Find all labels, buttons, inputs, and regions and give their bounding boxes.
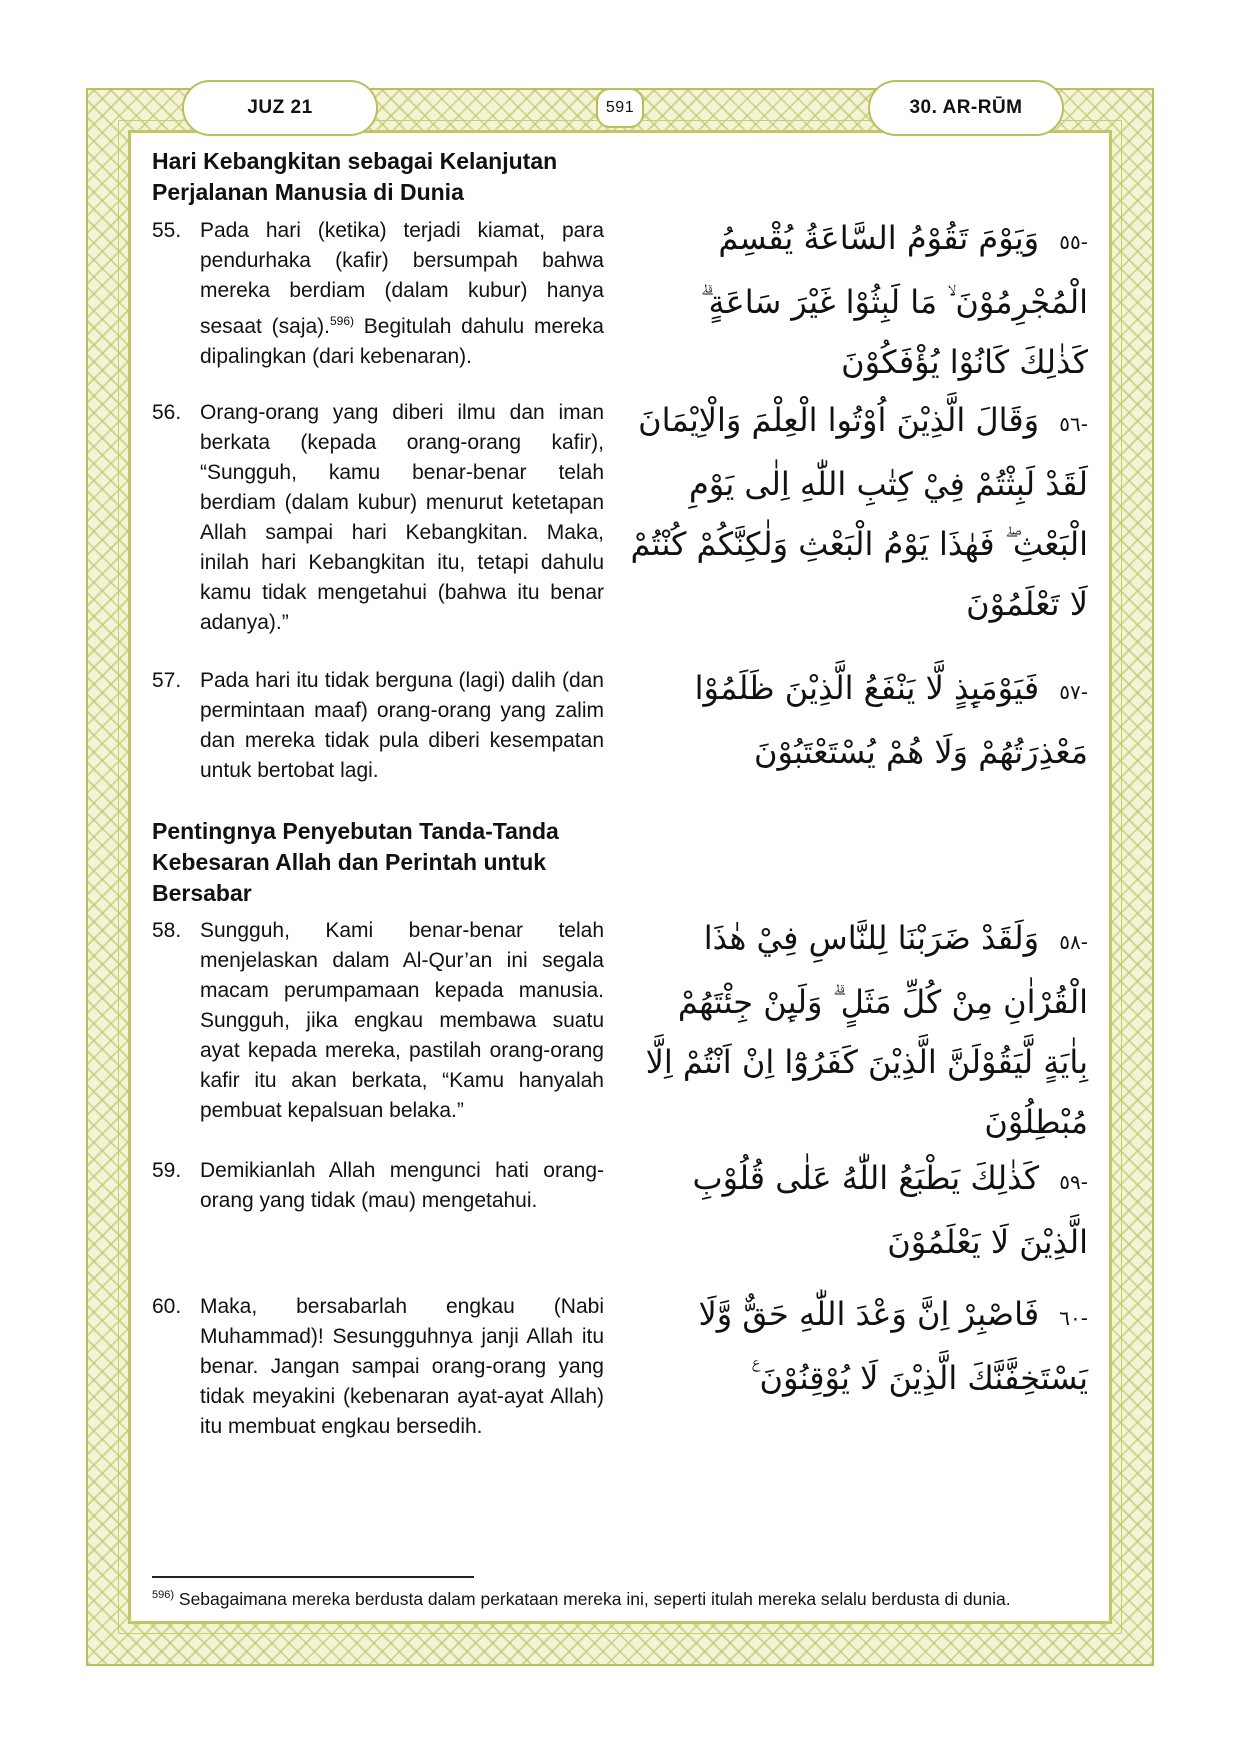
surah-label: 30. AR-RŪM — [868, 80, 1064, 136]
verse-number: 58. — [152, 919, 182, 942]
translation — [152, 916, 604, 1126]
translation-text: Pada hari itu tidak berguna (lagi) dalih (dan permintaan maaf) orang-orang yang zalim dan mereka tidak pula diberi kesempatan untuk bertobat lagi. — [200, 669, 604, 782]
translation-text: Begitulah dahulu mereka dipalingkan (dari kebenaran). — [200, 315, 604, 368]
translation — [152, 1292, 604, 1442]
heading-line: Bersabar — [152, 880, 252, 906]
translation — [152, 216, 604, 372]
juz-label: JUZ 21 — [182, 80, 378, 136]
verse-number: 57. — [152, 669, 182, 692]
arabic-verse-number: -٥٦ — [1059, 412, 1088, 436]
footnote-text: Sebagaimana mereka berdusta dalam perkataan mereka ini, seperti itulah mereka selalu berdusta di dunia. — [174, 1588, 1011, 1609]
footnote-ref: 596) — [330, 314, 355, 328]
verse-number: 55. — [152, 219, 182, 242]
arabic-text: فَيَوْمَىِٕذٍ لَّا يَنْفَعُ الَّذِيْنَ ظَلَمُوْا مَعْذِرَتُهُمْ وَلَا هُمْ يُسْتَعْتَبُوْنَ — [694, 669, 1088, 771]
arabic-verse-number: -٥٨ — [1059, 930, 1088, 954]
translation-text: Maka, bersabarlah engkau (Nabi Muhammad)! Sesungguhnya janji Allah itu benar. Jangan sampai orang-orang yang tidak meyakini (kebenaran ayat-ayat Allah) itu membuat engkau bersedih. — [200, 1295, 604, 1438]
arabic-verse — [630, 208, 1088, 392]
arabic-verse-number: -٦٠ — [1059, 1306, 1088, 1330]
arabic-verse-number: -٥٥ — [1059, 230, 1088, 254]
arabic-text: وَيَوْمَ تَقُوْمُ السَّاعَةُ يُقْسِمُ الْمُجْرِمُوْنَ ۙ مَا لَبِثُوْا غَيْرَ سَاعَةٍ ۗ كَذٰلِكَ كَانُوْا يُؤْفَكُوْنَ — [700, 219, 1088, 381]
section-heading-2 — [152, 816, 559, 909]
verse-number: 59. — [152, 1159, 182, 1182]
arabic-text: فَاصْبِرْ اِنَّ وَعْدَ اللّٰهِ حَقٌّ وَّلَا يَسْتَخِفَّنَّكَ الَّذِيْنَ لَا يُوْقِنُوْنَ ࣖ — [698, 1295, 1088, 1397]
arabic-text: وَقَالَ الَّذِيْنَ اُوْتُوا الْعِلْمَ وَالْاِيْمَانَ لَقَدْ لَبِثْتُمْ فِيْ كِتٰبِ اللّٰهِ اِلٰى يَوْمِ الْبَعْثِ ۖ فَهٰذَا يَوْمُ الْبَعْثِ وَلٰكِنَّكُمْ كُنْتُمْ لَا تَعْلَمُوْنَ — [630, 401, 1088, 623]
translation-text: Orang-orang yang diberi ilmu dan iman berkata (kepada orang-orang kafir), “Sungguh, kamu benar-benar telah berdiam (dalam kubur) menurut ketetapan Allah sampai hari Kebangkitan. Maka, inilah hari Kebangkitan itu, tetapi dahulu kamu tidak mengetahui (bahwa itu benar adanya).” — [200, 401, 604, 634]
translation — [152, 398, 604, 638]
footnote-number: 596) — [152, 1589, 175, 1601]
arabic-verse — [630, 908, 1088, 1152]
arabic-verse-number: -٥٧ — [1059, 680, 1088, 704]
translation-text: Sungguh, Kami benar-benar telah menjelaskan dalam Al-Qur’an ini segala macam perumpamaan kepada manusia. Sungguh, jika engkau membawa suatu ayat kepada mereka, pastilah orang-orang kafir itu akan berkata, “Kamu hanyalah pembuat kepalsuan belaka.” — [200, 919, 604, 1122]
verse-number: 56. — [152, 401, 182, 424]
heading-line: Pentingnya Penyebutan Tanda-Tanda — [152, 818, 559, 844]
translation-text: Pada hari (ketika) terjadi kiamat, para pendurhaka (kafir) bersumpah bahwa mereka berdiam (dalam kubur) hanya sesaat (saja). — [200, 219, 604, 338]
arabic-verse — [630, 1148, 1088, 1272]
arabic-text: كَذٰلِكَ يَطْبَعُ اللّٰهُ عَلٰى قُلُوْبِ الَّذِيْنَ لَا يَعْلَمُوْنَ — [692, 1159, 1088, 1261]
footnote-divider — [152, 1576, 474, 1578]
arabic-verse — [630, 1284, 1088, 1408]
translation-text: Demikianlah Allah mengunci hati orang-orang yang tidak (mau) mengetahui. — [200, 1159, 604, 1212]
arabic-verse — [630, 658, 1088, 782]
heading-line: Perjalanan Manusia di Dunia — [152, 179, 464, 205]
section-heading-1 — [152, 146, 557, 208]
heading-line: Hari Kebangkitan sebagai Kelanjutan — [152, 148, 558, 174]
verse-number: 60. — [152, 1295, 182, 1318]
arabic-verse-number: -٥٩ — [1059, 1170, 1088, 1194]
arabic-text: وَلَقَدْ ضَرَبْنَا لِلنَّاسِ فِيْ هٰذَا الْقُرْاٰنِ مِنْ كُلِّ مَثَلٍ ۗ وَلَىِٕنْ جِئْتَهُمْ بِاٰيَةٍ لَّيَقُوْلَنَّ الَّذِيْنَ كَفَرُوْٓا اِنْ اَنْتُمْ اِلَّا مُبْطِلُوْنَ — [645, 919, 1088, 1141]
page-number: 591 — [596, 88, 644, 128]
translation — [152, 1156, 604, 1216]
arabic-verse — [630, 390, 1088, 634]
translation — [152, 666, 604, 786]
footnote — [152, 1583, 1088, 1611]
heading-line: Kebesaran Allah dan Perintah untuk — [152, 849, 547, 875]
